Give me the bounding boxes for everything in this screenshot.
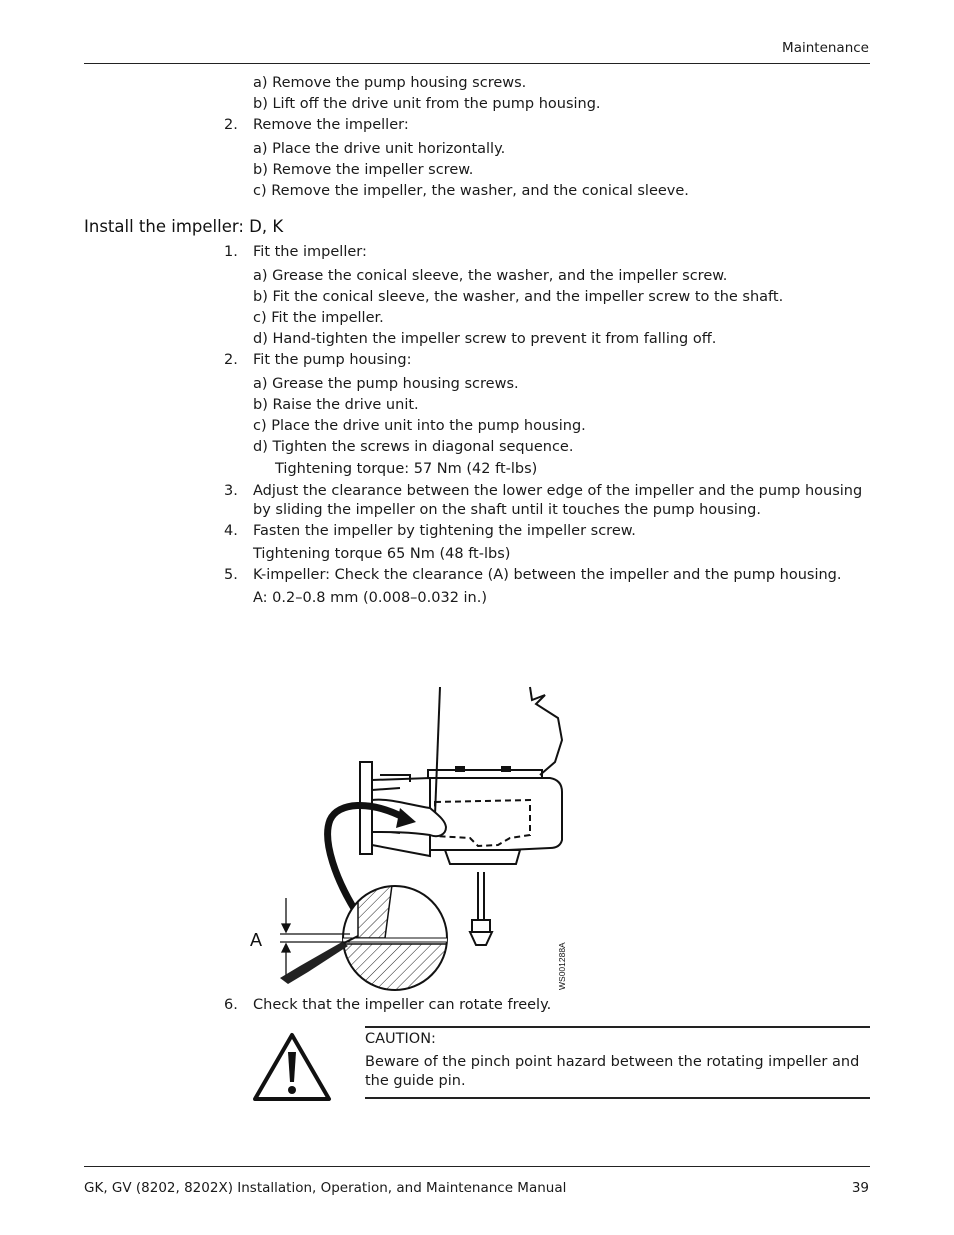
install-step-3-line-2: by sliding the impeller on the shaft until it touches the pump housing. [253,502,761,518]
install-step-3-number: 3. [224,483,238,499]
install-step-1-number: 1. [224,244,238,260]
install-step-4-number: 4. [224,523,238,539]
install-step-5-number: 5. [224,567,238,583]
step-2-sub-c: c) Remove the impeller, the washer, and the conical sleeve. [253,183,689,199]
step-1-sub-a: a) Remove the pump housing screws. [253,75,527,91]
install-step-1-sub-b: b) Fit the conical sleeve, the washer, and the impeller screw to the shaft. [253,289,784,305]
step-2-text: Remove the impeller: [253,117,409,133]
install-step-2-sub-d: d) Tighten the screws in diagonal sequence. [253,439,574,455]
footer-rule [84,1166,870,1167]
install-step-2-number: 2. [224,352,238,368]
section-title: Install the impeller: D, K [84,217,284,236]
step-2-number: 2. [224,117,238,133]
caution-title: CAUTION: [365,1031,436,1047]
install-step-1-sub-c: c) Fit the impeller. [253,310,384,326]
install-step-5-value: A: 0.2–0.8 mm (0.008–0.032 in.) [253,590,488,606]
figure-label-a: A [250,930,263,950]
install-step-2-sub-a: a) Grease the pump housing screws. [253,376,519,392]
install-step-3-line-1: Adjust the clearance between the lower edge of the impeller and the pump housing [253,483,863,499]
caution-line-2: the guide pin. [365,1073,466,1089]
caution-top-rule [365,1026,870,1028]
caution-bottom-rule [365,1097,870,1099]
impeller-clearance-figure [240,680,600,995]
install-step-2-text: Fit the pump housing: [253,352,412,368]
install-step-2-torque: Tightening torque: 57 Nm (42 ft-lbs) [275,461,538,477]
figure-ref-code: WS001288A [557,942,567,990]
footer-manual-title: GK, GV (8202, 8202X) Installation, Operation, and Maintenance Manual [84,1180,567,1196]
footer-page-number: 39 [851,1180,869,1196]
install-step-1-sub-d: d) Hand-tighten the impeller screw to prevent it from falling off. [253,331,717,347]
step-1-sub-b: b) Lift off the drive unit from the pump housing. [253,96,601,112]
install-step-1-sub-a: a) Grease the conical sleeve, the washer, and the impeller screw. [253,268,728,284]
header-section-label: Maintenance [782,40,869,56]
install-step-2-sub-b: b) Raise the drive unit. [253,397,419,413]
install-step-2-sub-c: c) Place the drive unit into the pump housing. [253,418,586,434]
caution-line-1: Beware of the pinch point hazard between the rotating impeller and [365,1054,860,1070]
install-step-1-text: Fit the impeller: [253,244,367,260]
warning-triangle-icon [252,1032,332,1102]
install-step-6-number: 6. [224,997,238,1013]
install-step-5-text: K-impeller: Check the clearance (A) between the impeller and the pump housing. [253,567,842,583]
install-step-6-text: Check that the impeller can rotate freely. [253,997,552,1013]
step-2-sub-a: a) Place the drive unit horizontally. [253,141,506,157]
install-step-4-torque: Tightening torque 65 Nm (48 ft-lbs) [253,546,511,562]
install-step-4-text: Fasten the impeller by tightening the impeller screw. [253,523,636,539]
header-rule [84,63,870,64]
step-2-sub-b: b) Remove the impeller screw. [253,162,474,178]
